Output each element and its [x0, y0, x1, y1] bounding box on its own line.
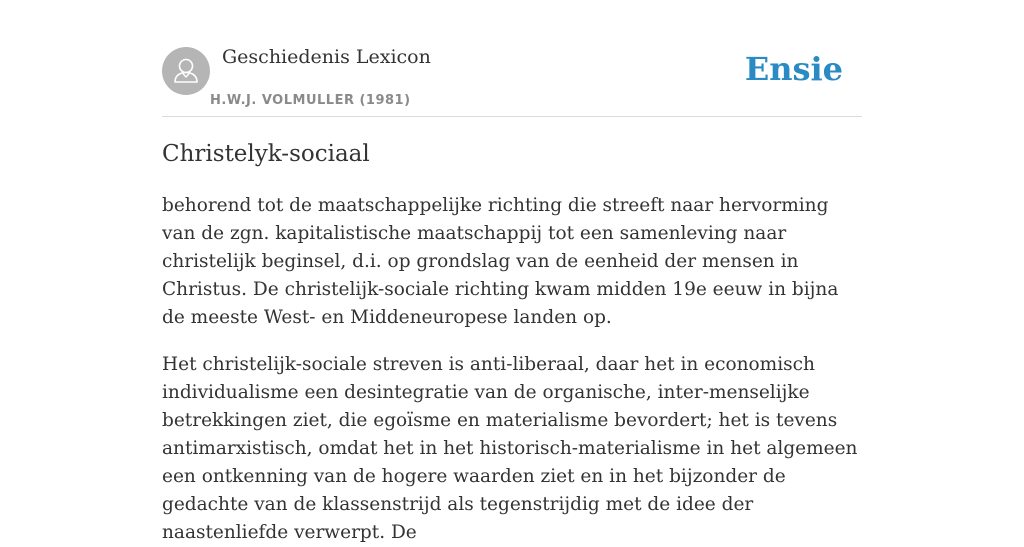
article-title: Christelyk-sociaal	[162, 141, 370, 167]
author-name[interactable]: H.W.J. VOLMULLER (1981)	[210, 93, 411, 108]
ensie-logo[interactable]: Ensie	[744, 50, 843, 88]
lexicon-title[interactable]: Geschiedenis Lexicon	[222, 46, 431, 68]
author-avatar[interactable]	[162, 47, 210, 95]
article-paragraph: behorend tot de maatschappelijke richting die streeft naar hervorming van de zgn. kapitalistische maatschappij tot een samenleving naar christelijk beginsel, d.i. op grondslag van de eenheid der mensen in Christus. De christelijk-sociale richting kwam midden 19e eeuw in bijna de meeste West- en Middeneuropese landen op.	[162, 195, 839, 328]
article	[162, 136, 862, 547]
article-paragraph: Het christelijk-sociale streven is anti-liberaal, daar het in economisch individualisme een desintegratie van de organische, inter-menselijke betrekkingen ziet, die egoïsme en materialisme bevordert; het is tevens antimarxistisch, omdat het in het historisch-materialisme in het algemeen een ontkenning van de hogere waarden ziet en in het bijzonder de gedachte van de klassenstrijd als tegenstrijdig met de idee der naastenliefde verwerpt. De	[162, 354, 858, 543]
lexicon-header	[162, 46, 862, 117]
user-icon	[162, 47, 210, 95]
